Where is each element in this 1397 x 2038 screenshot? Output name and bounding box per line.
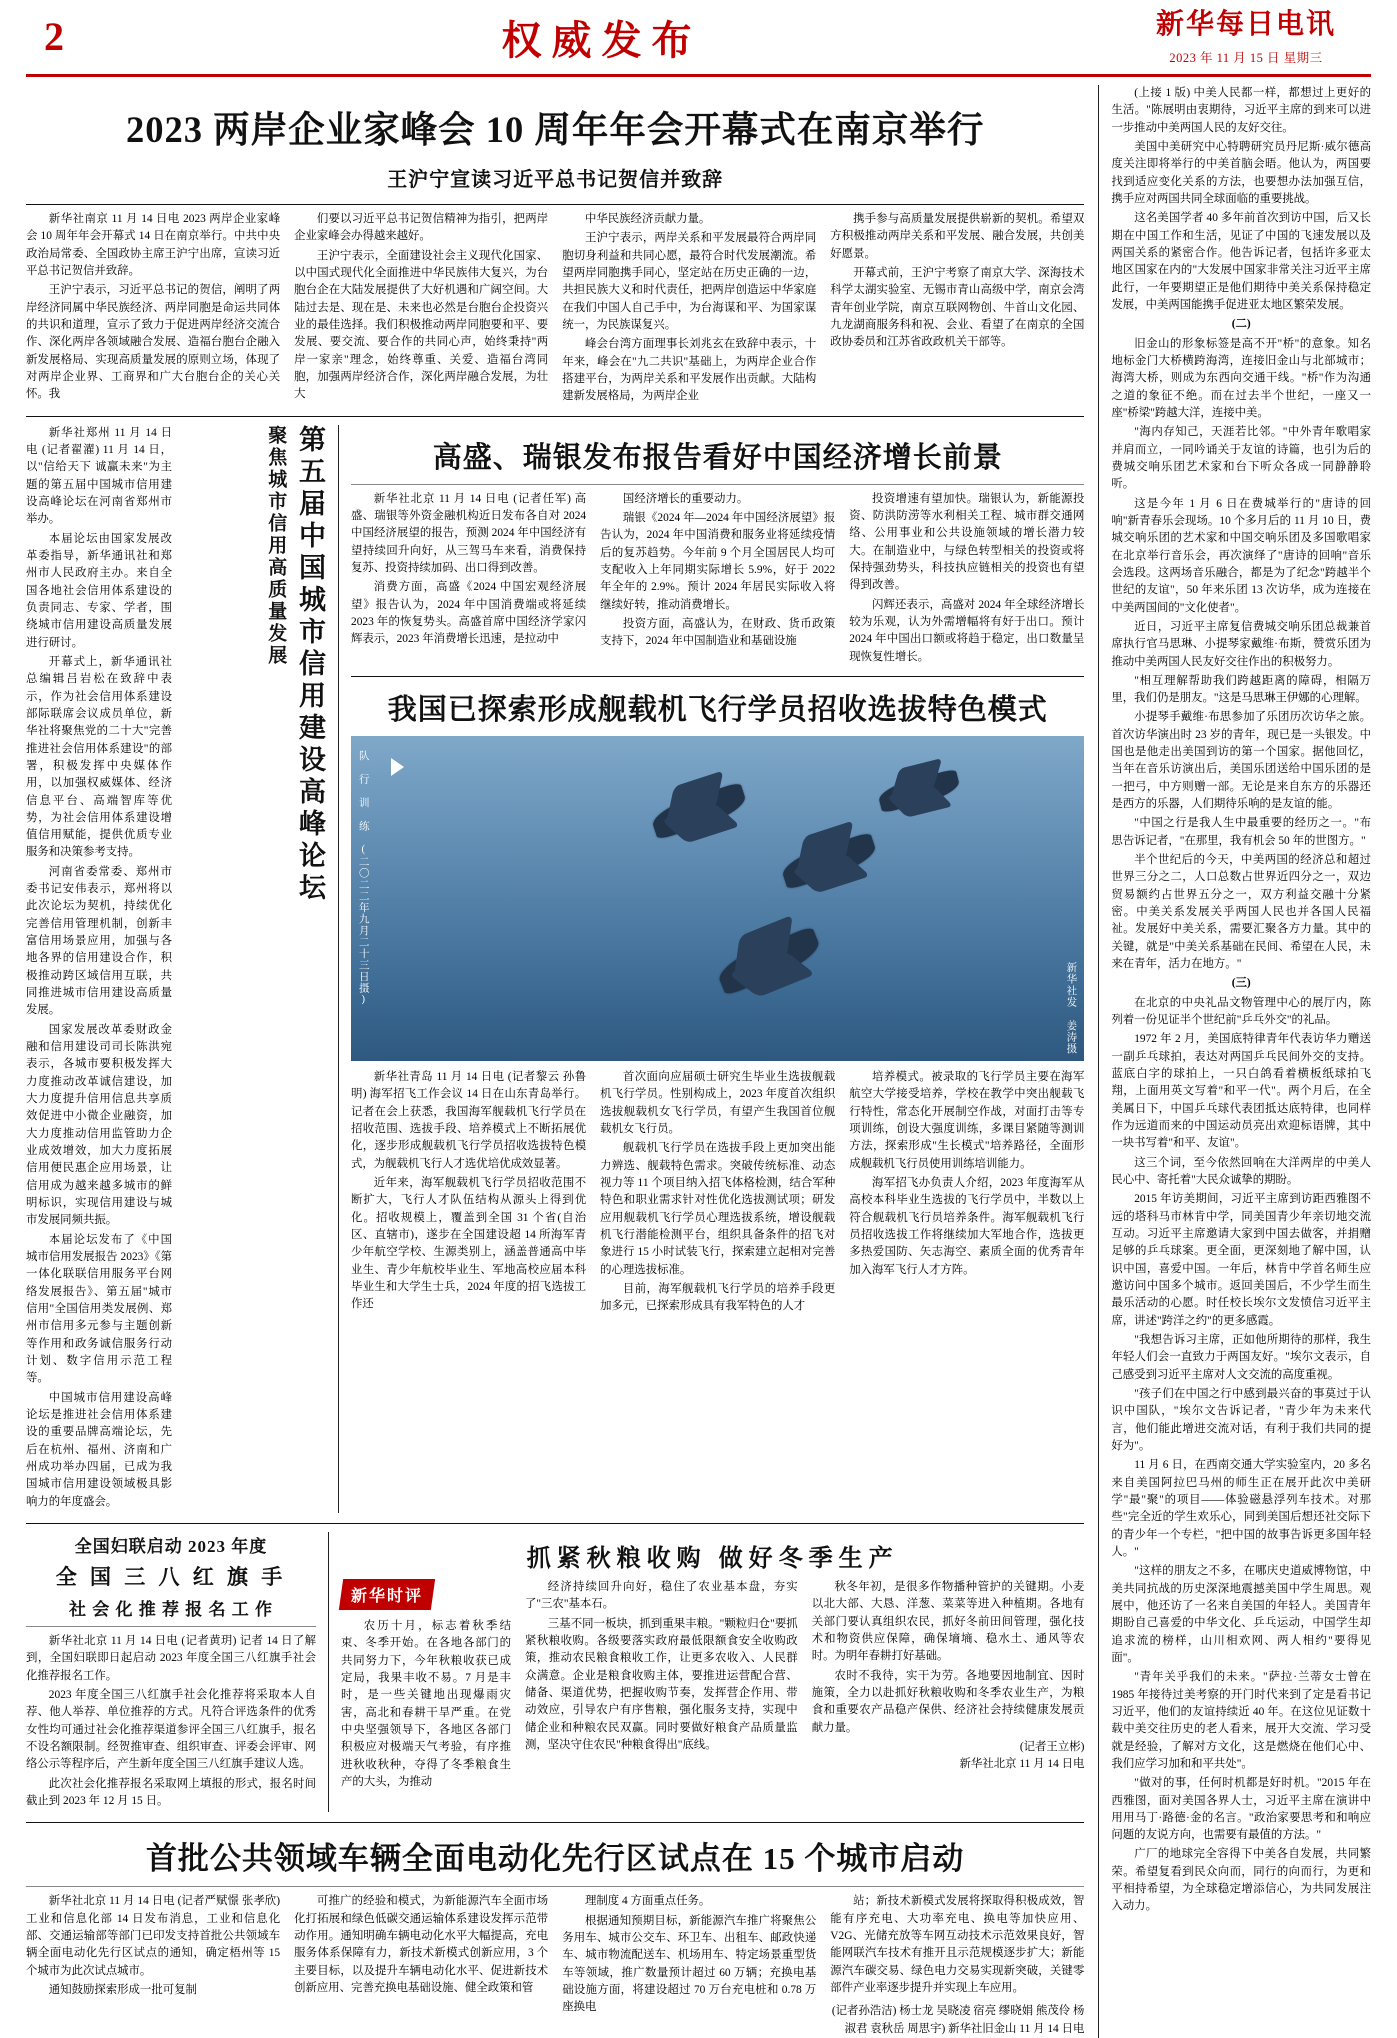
navy-headline: 我国已探索形成舰载机飞行学员招收选拔特色模式 [387, 693, 1048, 726]
grain-commentary [328, 1532, 1084, 1812]
paragraph: "相互理解帮助我们跨越距离的障碍，相隔万里，我们仍是朋友。"这是马思琳王伊娜的心理解。 [1111, 674, 1371, 705]
masthead [26, 0, 1371, 77]
jet-aircraft-icon [714, 926, 824, 996]
paper-name: 新华每日电讯 [1155, 9, 1336, 41]
paragraph: 新华社南京 11 月 14 日电 2023 两岸企业家峰会 10 周年年会开幕式 14 日在南京举行。中共中央政治局常委、全国政协主席王沪宁出席，宣读习近平总书记贺信并致辞。 [26, 213, 281, 277]
divider [26, 416, 1084, 417]
paragraph: (上接 1 版) 中美人民都一样，都想过上更好的生活。"陈展明由衷期待，习近平主席的到来可以进一步推动中美两国人民的友好交往。 [1111, 87, 1371, 134]
paragraph: 国家发展改革委财政金融和信用建设司司长陈洪宛表示，各城市要积极发挥大力度推动改革诚信建设，加大力度提升信用信息共享质效促进中小微企业融资，加大力度推动信用监管助力企业成效增效，加大力度拓展信用便民惠企应用场景，让信用成为越来越多城市的鲜明标识，实现信用建设与城市发展同频共振。 [26, 1023, 172, 1227]
ev-col-1 [26, 1893, 280, 2038]
paragraph: 新华社郑州 11 月 14 日电 (记者翟濯) 11 月 14 日，以"信给天下 诚赢未来"为主题的第五届中国城市信用建设高峰论坛在河南省郑州市举办。 [26, 426, 172, 526]
paragraph: 这是今年 1 月 6 日在费城举行的"唐诗的回响"新青春乐会现场。10 个多月后的 11 月 10 日，费城交响乐团的艺术家和中国交响乐团及多国歌唱家在北京举行音乐会，再次演绎了"唐诗的回响"音乐会选段。这两场音乐融合，都是为了纪念"跨越半个世纪的友谊"，50 年来乐团 13 次访华，成为连接在中美两国间的"文化使者"。 [1111, 497, 1371, 614]
women-headline-line1: 全国妇联启动 2023 年度 [74, 1536, 268, 1556]
paragraph: 通知鼓励探索形成一批可复制 [48, 1983, 197, 1996]
paragraph: 本届论坛由国家发展改革委指导，新华通讯社和郑州市人民政府主办。来自全国各地社会信用体系建设的负责同志、专家、学者，围绕城市信用建设高质量发展进行研讨。 [26, 532, 172, 649]
paragraph: 这名美国学者 40 多年前首次到访中国，后又长期在中国工作和生活，见证了中国的飞速发展以及两国关系的紧密合作。他告诉记者，包括许多亚太地区国家在内的"大发展中国家非常关注习近平主席此行，一年要期望正是他们期待中美关系保持稳定发展，中美两国能携手促进亚太地区繁荣发展。 [1111, 212, 1371, 311]
page-content [26, 85, 1371, 2038]
lead-headline: 2023 两岸企业家峰会 10 周年年会开幕式在南京举行 [126, 109, 985, 150]
paper-date: 2023 年 11 月 15 日 星期三 [1169, 50, 1323, 65]
jet-aircraft-icon [649, 782, 750, 840]
grain-headline: 抓紧秋粮收购 做好冬季生产 [526, 1545, 899, 1572]
divider [26, 1886, 1084, 1887]
paragraph: 投资方面，高盛认为，在财政、货币政策支持下，2024 年中国制造业和基础设施 [600, 617, 836, 648]
forum-body [26, 425, 172, 1513]
page-number: 2 [44, 14, 64, 59]
grain-col-1 [341, 1618, 511, 1791]
paragraph: 培养模式。被录取的飞行学员主要在海军航空大学接受培养，学校在教学中突出舰载飞行特性，常态化开展制空作战，对面打击等专项训练，创设大强度训练，多课目紧随等测训方法，探索形成"生长模式"培养路径，全面形成舰载机飞行员使用训练培训能力。 [849, 1070, 1085, 1170]
paragraph: 小提琴手戴维·布思参加了乐团历次访华之旅。首次访华演出时 23 岁的青年，现已是一头银发。中国也是他走出美国到访的第一个国家。据他回忆，当年在音乐访演出后，美国乐团送给中国乐团的是一把弓，中方则赠一部。无论是来自东方的乐器还是西方的乐器，人们期待乐响的是友谊的能。 [1111, 711, 1371, 811]
play-triangle-icon [391, 758, 404, 776]
lead-story [26, 101, 1084, 408]
paragraph: 近日，习近平主席复信费城交响乐团总裁兼首席执行官马思琳、小提琴家戴维·布斯，赞赏乐团为推动中美两国人民友好交往作出的积极努力。 [1111, 620, 1371, 668]
section-marker: (三) [1231, 977, 1251, 990]
ev-col-3 [562, 1893, 816, 2038]
paragraph: 根据通知预期目标，新能源汽车推广将聚焦公务用车、城市公交车、环卫车、出租车、邮政快递车、城市物流配送车、机场用车、特定场景重型货车等领域，推广数量预计超过 60 万辆；充换电基础设施方面，将建设超过 70 万台充电桩和 0.78 万座换电 [562, 1914, 817, 2014]
grain-col-2 [525, 1579, 798, 1793]
paragraph: "中国之行是我人生中最重要的经历之一。"布思告诉记者，"在那里，我有机会 50 年的世图方。" [1111, 817, 1371, 847]
paragraph: 新华社青岛 11 月 14 日电 (记者黎云 孙鲁明) 海军招飞工作会议 14 日在山东青岛举行。记者在会上获悉，我国海军舰载机飞行学员在招收范围、选拔手段、培养模式上不断拓展优化，逐步形成舰载机飞行学员招收选拔特色模式，为舰载机飞行人才选优培优成效显著。 [351, 1070, 587, 1170]
divider [26, 1523, 1084, 1524]
grain-signature-2: (记者王立彬) [1019, 1740, 1085, 1753]
navy-col-2 [600, 1069, 835, 1318]
divider [26, 204, 1084, 205]
women-body [26, 1633, 316, 1810]
paragraph: 开幕式前，王沪宁考察了南京大学、深海技术科学太湖实验室、无锡市青山高级中学，南京会湾青年创业学院，南京互联网物创、牛首山文化园、九龙湖商服务科和祝、会业、看望了在南京的全国政协委员和江苏省政政机关干部等。 [830, 266, 1085, 349]
divider [351, 676, 1084, 677]
jet-aircraft-icon [779, 832, 880, 890]
women-article [26, 1532, 316, 1812]
navy-article [351, 687, 1084, 1318]
paragraph: 们要以习近平总书记贺信精神为指引，把两岸企业家峰会办得越来越好。 [294, 213, 549, 243]
forum-article [26, 425, 326, 1513]
economy-col-2 [600, 491, 835, 668]
section-marker: (二) [1231, 318, 1251, 331]
paragraph: 11 月 6 日，在西南交通大学实验室内，20 多名来自美国阿拉巴马州的师生正在展开此次中美研学"最"聚"的项目——体验磁悬浮列车技术。对那些"完全近的学生欢乐心，同到美国后想还社交际下的青少年一个专栏，"把中国的故事告诉更多国年轻人。" [1111, 1459, 1371, 1558]
paragraph: 舰载机飞行学员在选拔手段上更加突出能力辨选、舰载特色需求。突破传统标准、动态视力等 11 个项目纳入招飞体格检测，结合军种特色和职业需求针对性优化选拔测试项；研发应用舰载机飞行学员心理选拔系统，增设舰载机飞行潜能检测平台，组织具备条件的招飞对象进行 15 小时试装飞行，探索建立起相对完善的心理选拔标准。 [600, 1142, 836, 1276]
paragraph: 王沪宁表示，习近平总书记的贺信，阐明了两岸经济同属中华民族经济、两岸同胞是命运共同体的共识和道理，宣示了致力于促进两岸经济交流合作、深化两岸各领域融合发展、造福台胞台企融入新发展格局、实现高质量发展的原则立场，体现了对两岸企业界、工商界和广大台胞台企的关心关怀。我 [26, 284, 281, 401]
paragraph: 理制度 4 方面重点任务。 [584, 1895, 711, 1908]
grain-col-3 [812, 1579, 1085, 1793]
paragraph: 首次面向应届硕士研究生毕业生选拔舰载机飞行学员。性别构成上，2023 年度首次组织选拔舰载机女飞行学员，有望产生我国首位舰载机女飞行员。 [600, 1070, 836, 1135]
paragraph: 投资增速有望加快。瑞银认为，新能源投资、防洪防涝等水利相关工程、城市群交通网络、公用事业和公共设施领域的增长潜力较大。在制造业中，与绿色转型相关的投资或将保持强劲势头，科技执应链相关的投资也有望得到改善。 [849, 492, 1085, 592]
lead-col-3 [562, 211, 816, 408]
paragraph: 闪辉还表示，高盛对 2024 年全球经济增长较为乐观，认为外需增幅将有好于出口。预计 2024 年中国出口额或将趋于稳定，出口数量呈现恢复性增长。 [849, 598, 1085, 663]
ev-col-2 [294, 1893, 548, 2038]
paragraph: 王沪宁表示，全面建设社会主义现代化国家、以中国式现代化全面推进中华民族伟大复兴，为台胞台企在大陆发展提供了大好机遇和广阔空间。大陆过去是、现在是、未来也必然是台胞台企投资兴业的最佳选择。我们积极推动两岸同胞要和平、要发展、要交流、要合作的共同心声，始终秉持"两岸一家亲"理念，始终尊重、关爱、造福台湾同胞，加强两岸经济合作，深化两岸融合发展，为壮大 [294, 249, 549, 401]
forum-title: 第五届中国城市信用建设高峰论坛 [295, 424, 325, 905]
paragraph: 中华民族经济贡献力量。 [584, 213, 711, 225]
paragraph: 这三个词，至今依然回响在大洋两岸的中美人民心中、寄托着"大民众诚挚的期盼。 [1111, 1156, 1371, 1187]
grain-signature: 新华社北京 11 月 14 日电 [959, 1758, 1085, 1771]
lead-col-2 [294, 211, 548, 408]
paragraph: 中国城市信用建设高峰论坛是推进社会信用体系建设的重要品牌高端论坛，先后在杭州、福州、济南和广州成功举办四届，已成为我国城市信用建设领域极具影响力的年度盛会。 [26, 1391, 172, 1508]
paragraph: 新华社北京 11 月 14 日电 (记者任军) 高盛、瑞银等外资金融机构近日发布各自对 2024 中国经济展望的报告，预测 2024 年中国经济有望持续回升向好，从三驾马车来看，消费保持复苏、投资持续加码、出口得到改善。 [351, 492, 587, 574]
right-column-body [1111, 85, 1371, 1916]
masthead-right [1121, 8, 1371, 66]
economy-col-3 [849, 491, 1084, 668]
navy-photo [351, 736, 1084, 1061]
forum-vertical-headline [180, 425, 326, 1513]
women-headline-line3: 社 会 化 推 荐 报 名 工 作 [69, 1599, 273, 1619]
paragraph: 近年来，海军舰载机飞行学员招收范围不断扩大，飞行人才队伍结构从源头上得到优化。招收规模上，覆盖到全国 31 个省(自治区、直辖市)，遂步在全国建设超 14 所海军青少年航空学校、生源类别上，涵盖普通高中毕业生、青少年航校毕业生、军地高校应届本科毕业生和大学生士兵，2024 年度的招飞选拔工作还 [351, 1176, 587, 1311]
paragraph: 1972 年 2 月，美国底特律青年代表访华力赠送一副乒乓球拍，表达对两国乒乓民间外交的支持。蓝底白字的球拍上，一只白鸽看着横板纸球拍飞翔，上面用英文写着"和平一代"。两个月后，在全美属日下，中国乒乓球代表团抵达底特律，也同样作为远道而来的中国运动员亮出欢迎标语牌，其中一块书写着"和平、友谊"。 [1111, 1033, 1371, 1150]
photo-caption: 队 行 训 练 (二〇二二年九月二十三日摄) [357, 749, 369, 1006]
lead-col-4 [830, 211, 1084, 408]
paragraph: 可推广的经验和模式，为新能源汽车全面市场化打拓展和绿色低碳交通运输体系建设发挥示范带动作用。通知明确车辆电动化水平大幅提高，充电服务体系保障有力，新技术新模式创新应用，3 个主要目标，以及提升车辆电动化水平、促进新技术创新应用、完善充换电基础设施、健全政策和管 [294, 1895, 549, 1994]
divider [26, 1822, 1084, 1823]
women-headline-line2: 全 国 三 八 红 旗 手 [55, 1564, 287, 1589]
paragraph: 国经济增长的重要动力。 [622, 492, 749, 505]
paragraph: 农时不我待，实干为劳。各地要因地制宜、因时施策，全力以赴抓好秋粮收购和冬季农业生产，为粮食和重要农产品稳产保供、经济社会持续健康发展贡献力量。 [811, 1669, 1085, 1734]
paragraph: 新华社北京 11 月 14 日电 (记者黄玥) 记者 14 日了解到，全国妇联即日起启动 2023 年度全国三八红旗手社会化推荐报名工作。 [26, 1634, 316, 1682]
navy-col-3 [849, 1069, 1084, 1318]
commentary-stamp [339, 1579, 435, 1610]
paragraph: 2023 年度全国三八红旗手社会化推荐将采取本人自荐、他人举荐、单位推荐的方式。凡符合评选条件的优秀女性均可通过社会化推荐渠道参评全国三八红旗手，报名不设名额限制。经贺推审查、组织审查、评委会评审、网络公示等程序后，产生新年度全国三八红旗手建议人选。 [26, 1688, 316, 1771]
paragraph: "孩子们在中国之行中感到最兴奋的事莫过于认识中国队，"埃尔文告诉记者，"青少年为未来代言，他们能此增进交流对话，有利于我们共同的提好为"。 [1111, 1387, 1371, 1452]
paragraph: "做对的事，任何时机都是好时机。"2015 年在西雅图，面对美国各界人士，习近平主席在演讲中用用马丁·路德·金的名言。"政治家要思考和和响应问题的友说方向，也需要有最值的方法。" [1111, 1777, 1371, 1842]
paragraph: 携手参与高质量发展提供崭新的契机。希望双方积极推动两岸关系和平发展、融合发展，共创美好愿景。 [830, 213, 1085, 260]
paragraph: 广厂的地球完全容得下中美各自发展，共同繁荣。希望复看到民众向而，同行的向而行，为更和平相持希望，为全球稳定增添信心，为共同发展注入动力。 [1111, 1848, 1371, 1913]
paragraph: 新华社北京 11 月 14 日电 (记者严赋憬 张孝欣) 工业和信息化部 14 日发布消息，工业和信息化部、交通运输部等部门已印发支持首批公共领域车辆全面电动化先行区试点的通知，确定梧州等 15 个城市为此次试点城市。 [26, 1895, 281, 1977]
commentary-stamp-label: 新华时评 [351, 1587, 424, 1605]
paragraph: 王沪宁表示，两岸关系和平发展最符合两岸同胞切身利益和共同心愿，最符合时代发展潮流。希望两岸同胞携手同心，坚定站在历史正确的一边，共担民族大义和时代责任，把两岸创造运中华家庭在我们中国人自己手中，为台海谋和平、为国家谋统一，为民族谋复兴。 [562, 232, 817, 331]
lead-col-1 [26, 211, 280, 408]
divider [26, 1626, 316, 1627]
lead-subhead: 王沪宁宣读习近平总书记贺信并致辞 [387, 169, 724, 191]
paragraph: 海军招飞办负责人介绍，2023 年度海军从高校本科毕业生选拔的飞行学员中，半数以上符合舰载机飞行员培养条件。海军舰载机飞行员招收选拔工作将继续加大军地合作，选拔更多热爱国防、矢志海空、素质全面的优秀青年加入海军飞行人才方阵。 [849, 1176, 1085, 1276]
paragraph: 2015 年访美期间，习近平主席到访距西雅图不远的塔科马市林肯中学，同美国青少年亲切地交流互动。习近平主席邀请大家到中国去做客，并捐赠足够的乒乓球案。更全面，更深刻地了解中国，认识中国，喜爱中国。一年后，林肯中学首名师生应邀访问中国多个城市。返回美国后，不少学生而生最乐活动的心愿。时任校长埃尔文发愤信习近平主席，讲述"跨洋之约"的更多感霞。 [1111, 1193, 1371, 1327]
paragraph: 美国中美研究中心特聘研究员丹尼斯·威尔德高度关注即将举行的中美首脑会晤。他认为，两国要找到适应变化关系的方法，也要想办法加强互信，携手应对两国共同全球面临的重要挑战。 [1111, 140, 1371, 205]
paragraph: 半个世纪后的今天，中美两国的经济总和超过世界三分之二，人口总数占世界近四分之一，双边贸易额约占世界五分之一，双方利益交融十分紧密。中美关系发展关乎两国人民也并各国人民福祉。发展好中美关系，需要汇聚各方力量。其中的关键，就是"中美关系基础在民间、希望在人民，未来在青年，活力在地方。" [1111, 854, 1371, 971]
paragraph: 农历十月，标志着秋季结束、冬季开始。在各地各部门的共同努力下，今年秋粮收获已成定局，我果丰收不易。7 月是丰时，是一些关键地出现爆雨灾害，高北和春耕干旱严重。在党中央坚强领导下，各地区各部门积极应对极端天气考验，有序推进秋收秋种，夺得了冬季粮食生产的大头，为推动 [341, 1619, 511, 1788]
paragraph: "这样的朋友之不多，在哪庆史道威博物馆，中美共同抗战的历史深深地震撼美国中学生周思。观展中，他还访了一名来自美国的年轻人。美国青年期盼自己喜爱的中华文化、乒乓运动，中国学生却追求流的榜样，山川相欢网、两人相约"要得见面"。 [1111, 1565, 1371, 1664]
economy-headline: 高盛、瑞银发布报告看好中国经济增长前景 [432, 441, 1003, 474]
ev-byline: (记者孙浩洁) 杨士龙 吴晓凌 宿亮 缪晓娟 熊茂伶 杨淑君 袁秋岳 周思宇) 新华社旧金山 11 月 14 日电 [831, 2005, 1085, 2035]
ev-article [26, 1833, 1084, 2038]
forum-subtitle: 聚焦城市信用高质量发展 [265, 424, 287, 667]
section-title: 权威发布 [501, 17, 702, 63]
grain-stamp-col [341, 1579, 511, 1793]
paragraph: 河南省委常委、郑州市委书记安伟表示，郑州将以此次论坛为契机，持续优化完善信用管理机制，创新丰富信用场景应用，加强与各地各界的信用建设合作，积极推动跨区域信用互联，共同推进城市信用建设高质量发展。 [26, 865, 172, 1017]
right-column [1098, 85, 1371, 2038]
ev-col-4 [830, 1893, 1084, 2038]
paragraph: 开幕式上，新华通讯社总编辑吕岩松在致辞中表示，作为社会信用体系建设部际联席会议成员单位，新华社将聚焦党的二十大"完善推进社会信用体系建设"的部署，积极发挥中央媒体作用，以加强权威媒体、经济信息平台、高端智库等优势，为社会信用体系建设增值信用赋能，提供优质专业服务和决策参考支持。 [26, 655, 172, 859]
paragraph: "海内存知己，天涯若比邻。"中外青年歌唱家并肩而立，一同吟诵关于友谊的诗篇，也引为后的费城交响乐团艺术家和台下听众各成一同静静聆听。 [1111, 426, 1371, 491]
jet-aircraft-icon [876, 769, 961, 813]
paragraph: 秋冬年初，是很多作物播种管护的关键期。小麦以北大部、大恳、洋葱、菜菜等进入种植期。各地有关部门要认真组织农民，抓好冬前田间管理，强化技术和物资供应保障，确保墒墒、稳水土、通风等农时。为明年春耕打好基础。 [811, 1580, 1085, 1663]
paragraph: 此次社会化推荐报名采取网上填报的形式，报名时间截止到 2023 年 12 月 15 日。 [26, 1777, 316, 1807]
paragraph: 瑞银《2024 年—2024 年中国经济展望》报告认为，2024 年中国消费和服务业将延续疫情后的复苏趋势。今年前 9 个月全国居民人均可支配收入上年同期实际增长 5.9%，好于 2022 年全年的 2.9%。预计 2024 年居民实际收入将继续好转，推动消费增长。 [600, 511, 836, 611]
photo-credit: 新华社发 姜涛摄 [1065, 962, 1077, 1055]
paragraph: 三基不同一板块，抓到重果丰粮。"颗粒归仓"要抓紧秋粮收购。各级要落实政府最低限额食安全收购政策，推动农民粮食粮收工作，让更多农收入、人民群众满意。企业是粮食收购主体，要推进运营配合营、储备、渠道优势，把握收购节奏，发挥营企作用、带动效应，引导农户有序售粮，强化服务支持，实现中储企业和种粮农民双赢。同时要做好粮食产品质量监测，坚决守住农民"种粮食得出"底线。 [525, 1617, 798, 1751]
paragraph: 旧金山的形象标签是高不开"桥"的意象。知名地标金门大桥横跨海湾，连接旧金山与北部城市；海湾大桥，则成为东西向交通干线。"桥"作为沟通之道的象征不绝。而在过去半个世纪，一座又一座"桥梁"跨越大洋，连接中美。 [1111, 337, 1371, 419]
paragraph: "青年关乎我们的未来。"萨拉·兰蒂女士曾在 1985 年接待过美考察的开门时代来到了定是看书记习近平，他们的友谊持续近 40 年。在这位见证数十载中美交往历史的老人看来，展开大交流、学习受就是经验，了解对方文化，这是燃烧在他们心中、我们应学习加和和平共处"。 [1111, 1671, 1371, 1770]
navy-col-1 [351, 1069, 586, 1318]
paragraph: 经济持续回升向好，稳住了农业基本盘，夯实了"三农"基本石。 [525, 1580, 798, 1611]
ev-headline: 首批公共领域车辆全面电动化先行区试点在 15 个城市启动 [145, 1841, 965, 1877]
economy-col-1 [351, 491, 586, 668]
economy-article [351, 435, 1084, 668]
paragraph: 目前，海军舰载机飞行学员的培养手段更加多元，已探索形成具有我军特色的人才 [600, 1282, 836, 1313]
women-headline [26, 1532, 316, 1620]
paragraph: "我想告诉习主席，正如他所期待的那样，我生年轻人们会一直致力于两国友好。"埃尔文表示，自己感受到习近平主席对人文交流的高度重视。 [1111, 1333, 1371, 1381]
paragraph: 本届论坛发布了《中国城市信用发展报告 2023》《第一体化联联信用服务平台网络发展报告》、第五届"城市信用"全国信用类发展例、郑州市信用多元参与主题创新等作用和政务诚信服务行动计划、数字信用示范工程等。 [26, 1233, 172, 1385]
paragraph: 在北京的中央礼品文物管理中心的展厅内，陈列着一份见证半个世纪前"乒乓外交"的礼品。 [1111, 996, 1371, 1027]
paragraph: 峰会台湾方面理事长刘兆玄在致辞中表示，十年来，峰会在"九二共识"基础上，为两岸企业合作搭建平台，为两岸关系和平发展作出贡献。大陆构建新发展格局，为两岸企业 [562, 338, 817, 403]
paragraph: 站；新技术新模式发展将探取得积极成效，智能有序充电、大功率充电、换电等加快应用、V2G、光储充放等车网互动技术示范效果良好，智能网联汽车技术有推开且示范规模逐步扩大；新能源汽车碳交易、绿色电力交易实现新突破，关键零部件产业率逐步提升并实现上车应用。 [830, 1895, 1085, 1994]
divider [351, 484, 1084, 485]
paragraph: 消费方面，高盛《2024 中国宏观经济展望》报告认为，2024 年中国消费端或将延续 2023 年的恢复势头。高盛首席中国经济学家闪辉表示，2023 年消费增长迅速，是拉动中 [351, 581, 587, 646]
